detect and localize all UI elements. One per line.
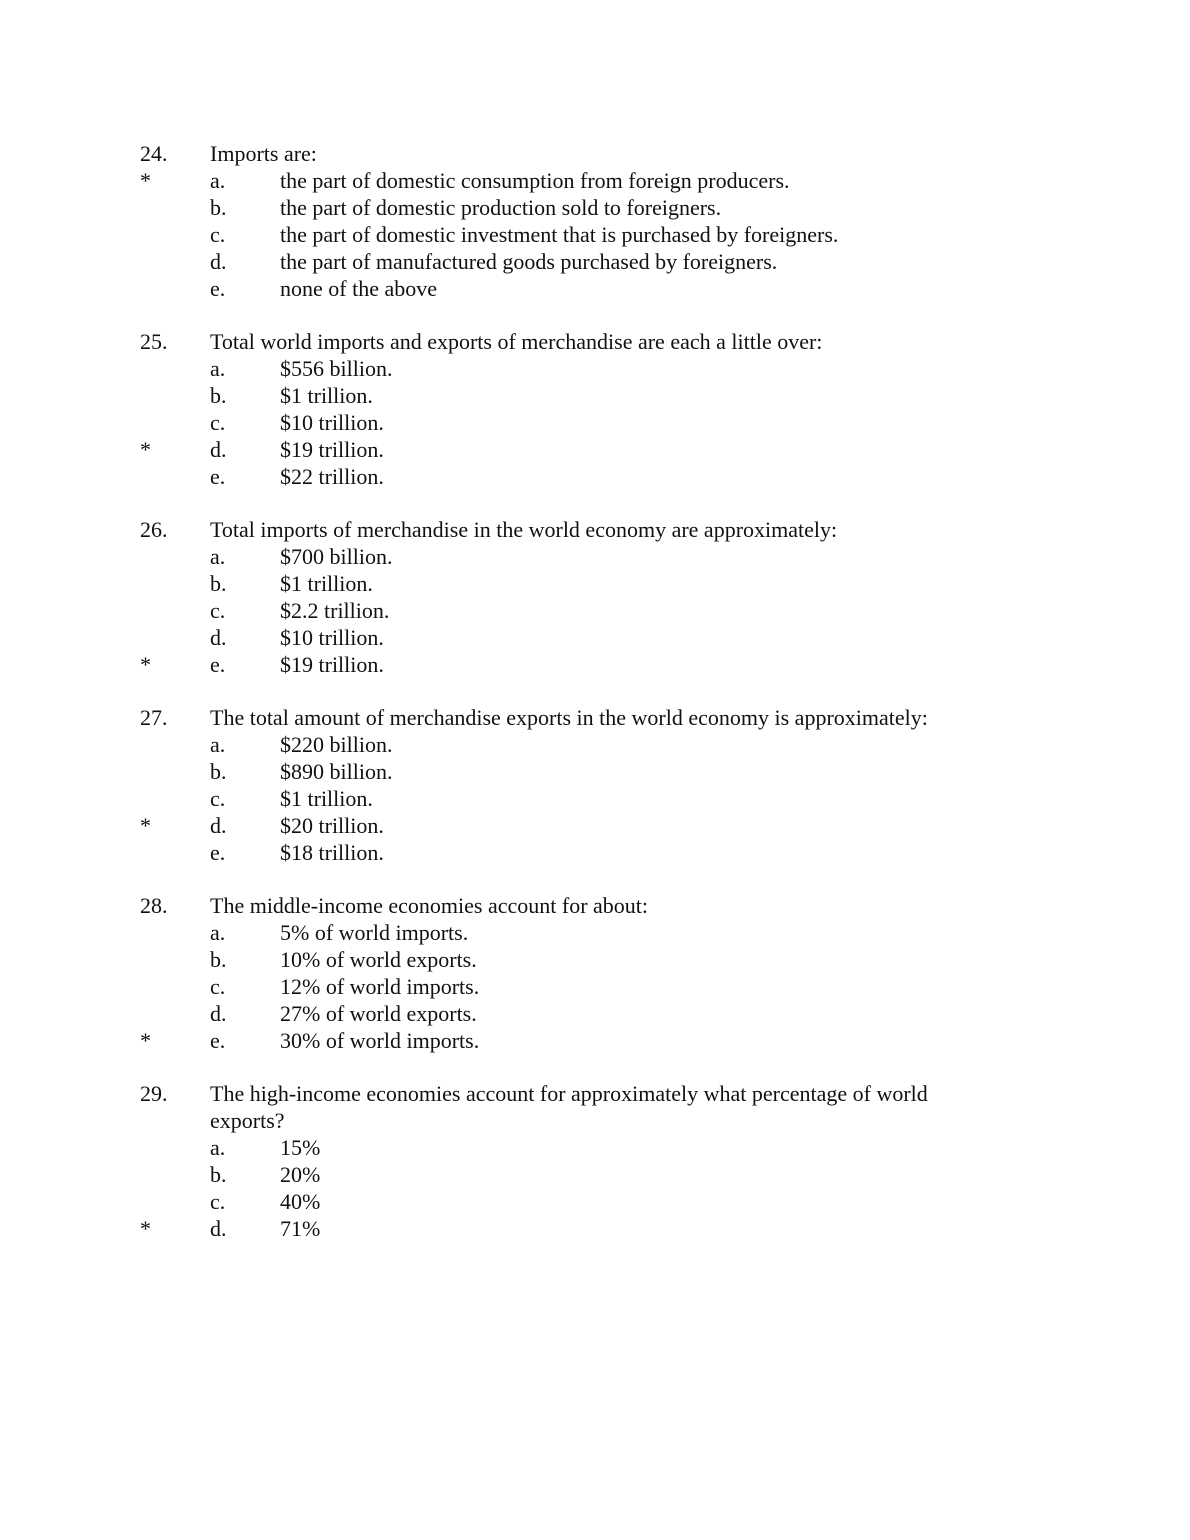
question-stem-line bbox=[0, 516, 1190, 543]
question-stem: Imports are: bbox=[210, 141, 317, 166]
option-letter: c. bbox=[210, 598, 226, 623]
question-number: 25. bbox=[140, 329, 168, 354]
option-letter: a. bbox=[210, 168, 226, 193]
question-27 bbox=[0, 704, 1190, 866]
option-text: $2.2 trillion. bbox=[280, 598, 390, 623]
option-a bbox=[0, 543, 1190, 570]
option-d bbox=[0, 248, 1190, 275]
question-stem: Total imports of merchandise in the world economy are approximately: bbox=[210, 517, 838, 542]
option-letter: b. bbox=[210, 383, 227, 408]
option-text: $1 trillion. bbox=[280, 383, 373, 408]
question-stem: The middle-income economies account for about: bbox=[210, 893, 649, 918]
option-letter: d. bbox=[210, 437, 227, 462]
option-letter: d. bbox=[210, 813, 227, 838]
option-text: $220 billion. bbox=[280, 732, 393, 757]
option-text: 10% of world exports. bbox=[280, 947, 477, 972]
question-stem-line bbox=[0, 1080, 1190, 1107]
option-c bbox=[0, 409, 1190, 436]
option-letter: e. bbox=[210, 464, 226, 489]
option-letter: e. bbox=[210, 276, 226, 301]
option-letter: a. bbox=[210, 544, 226, 569]
option-c bbox=[0, 1188, 1190, 1215]
option-text: the part of domestic production sold to foreigners. bbox=[280, 195, 722, 220]
option-e bbox=[0, 651, 1190, 678]
option-text: 15% bbox=[280, 1135, 321, 1160]
option-d bbox=[0, 624, 1190, 651]
option-text: 12% of world imports. bbox=[280, 974, 480, 999]
option-letter: d. bbox=[210, 1001, 227, 1026]
option-a bbox=[0, 919, 1190, 946]
option-letter: d. bbox=[210, 1216, 227, 1241]
option-e bbox=[0, 275, 1190, 302]
question-25 bbox=[0, 328, 1190, 490]
option-b bbox=[0, 570, 1190, 597]
option-letter: a. bbox=[210, 732, 226, 757]
option-letter: c. bbox=[210, 786, 226, 811]
option-c bbox=[0, 597, 1190, 624]
option-text: $700 billion. bbox=[280, 544, 393, 569]
option-letter: a. bbox=[210, 1135, 226, 1160]
option-letter: b. bbox=[210, 195, 227, 220]
option-text: 27% of world exports. bbox=[280, 1001, 477, 1026]
option-text: $10 trillion. bbox=[280, 625, 384, 650]
option-c bbox=[0, 221, 1190, 248]
question-stem: Total world imports and exports of merchandise are each a little over: bbox=[210, 329, 823, 354]
option-b bbox=[0, 194, 1190, 221]
option-text: $1 trillion. bbox=[280, 786, 373, 811]
option-letter: c. bbox=[210, 974, 226, 999]
option-d bbox=[0, 1000, 1190, 1027]
option-letter: e. bbox=[210, 652, 226, 677]
answer-marker: * bbox=[140, 1216, 151, 1241]
option-letter: e. bbox=[210, 840, 226, 865]
question-number: 24. bbox=[140, 141, 168, 166]
option-d bbox=[0, 812, 1190, 839]
question-stem-line bbox=[0, 140, 1190, 167]
question-number: 29. bbox=[140, 1081, 168, 1106]
answer-marker: * bbox=[140, 1028, 151, 1053]
question-stem-line bbox=[0, 704, 1190, 731]
option-c bbox=[0, 785, 1190, 812]
option-text: 20% bbox=[280, 1162, 321, 1187]
option-b bbox=[0, 758, 1190, 785]
option-e bbox=[0, 839, 1190, 866]
option-text: $890 billion. bbox=[280, 759, 393, 784]
option-d bbox=[0, 1215, 1190, 1242]
option-letter: c. bbox=[210, 410, 226, 435]
option-a bbox=[0, 167, 1190, 194]
question-number: 26. bbox=[140, 517, 168, 542]
option-text: the part of domestic investment that is purchased by foreigners. bbox=[280, 222, 839, 247]
option-b bbox=[0, 1161, 1190, 1188]
option-letter: b. bbox=[210, 1162, 227, 1187]
question-stem: The high-income economies account for approximately what percentage of world bbox=[210, 1081, 928, 1106]
question-number: 27. bbox=[140, 705, 168, 730]
question-stem-continuation bbox=[0, 1107, 1190, 1134]
question-number: 28. bbox=[140, 893, 168, 918]
option-letter: a. bbox=[210, 356, 226, 381]
option-c bbox=[0, 973, 1190, 1000]
answer-marker: * bbox=[140, 437, 151, 462]
option-text: $19 trillion. bbox=[280, 652, 384, 677]
option-letter: a. bbox=[210, 920, 226, 945]
option-text: none of the above bbox=[280, 276, 437, 301]
option-text: $556 billion. bbox=[280, 356, 393, 381]
question-28 bbox=[0, 892, 1190, 1054]
option-letter: c. bbox=[210, 222, 226, 247]
question-stem: exports? bbox=[210, 1108, 285, 1133]
option-a bbox=[0, 731, 1190, 758]
option-text: $19 trillion. bbox=[280, 437, 384, 462]
option-letter: d. bbox=[210, 625, 227, 650]
answer-marker: * bbox=[140, 168, 151, 193]
option-text: $20 trillion. bbox=[280, 813, 384, 838]
option-letter: e. bbox=[210, 1028, 226, 1053]
option-letter: b. bbox=[210, 571, 227, 596]
option-b bbox=[0, 946, 1190, 973]
question-24 bbox=[0, 140, 1190, 302]
option-text: 40% bbox=[280, 1189, 321, 1214]
option-text: $10 trillion. bbox=[280, 410, 384, 435]
option-text: 5% of world imports. bbox=[280, 920, 469, 945]
question-29 bbox=[0, 1080, 1190, 1242]
option-letter: c. bbox=[210, 1189, 226, 1214]
option-text: $1 trillion. bbox=[280, 571, 373, 596]
option-b bbox=[0, 382, 1190, 409]
answer-marker: * bbox=[140, 813, 151, 838]
option-text: the part of manufactured goods purchased by foreigners. bbox=[280, 249, 778, 274]
option-a bbox=[0, 1134, 1190, 1161]
answer-marker: * bbox=[140, 652, 151, 677]
option-text: 30% of world imports. bbox=[280, 1028, 480, 1053]
option-text: $22 trillion. bbox=[280, 464, 384, 489]
option-letter: b. bbox=[210, 759, 227, 784]
question-stem-line bbox=[0, 328, 1190, 355]
option-e bbox=[0, 1027, 1190, 1054]
option-text: the part of domestic consumption from foreign producers. bbox=[280, 168, 790, 193]
option-e bbox=[0, 463, 1190, 490]
option-a bbox=[0, 355, 1190, 382]
question-stem-line bbox=[0, 892, 1190, 919]
option-letter: d. bbox=[210, 249, 227, 274]
option-d bbox=[0, 436, 1190, 463]
option-text: $18 trillion. bbox=[280, 840, 384, 865]
question-26 bbox=[0, 516, 1190, 678]
option-letter: b. bbox=[210, 947, 227, 972]
option-text: 71% bbox=[280, 1216, 321, 1241]
question-stem: The total amount of merchandise exports in the world economy is approximately: bbox=[210, 705, 928, 730]
